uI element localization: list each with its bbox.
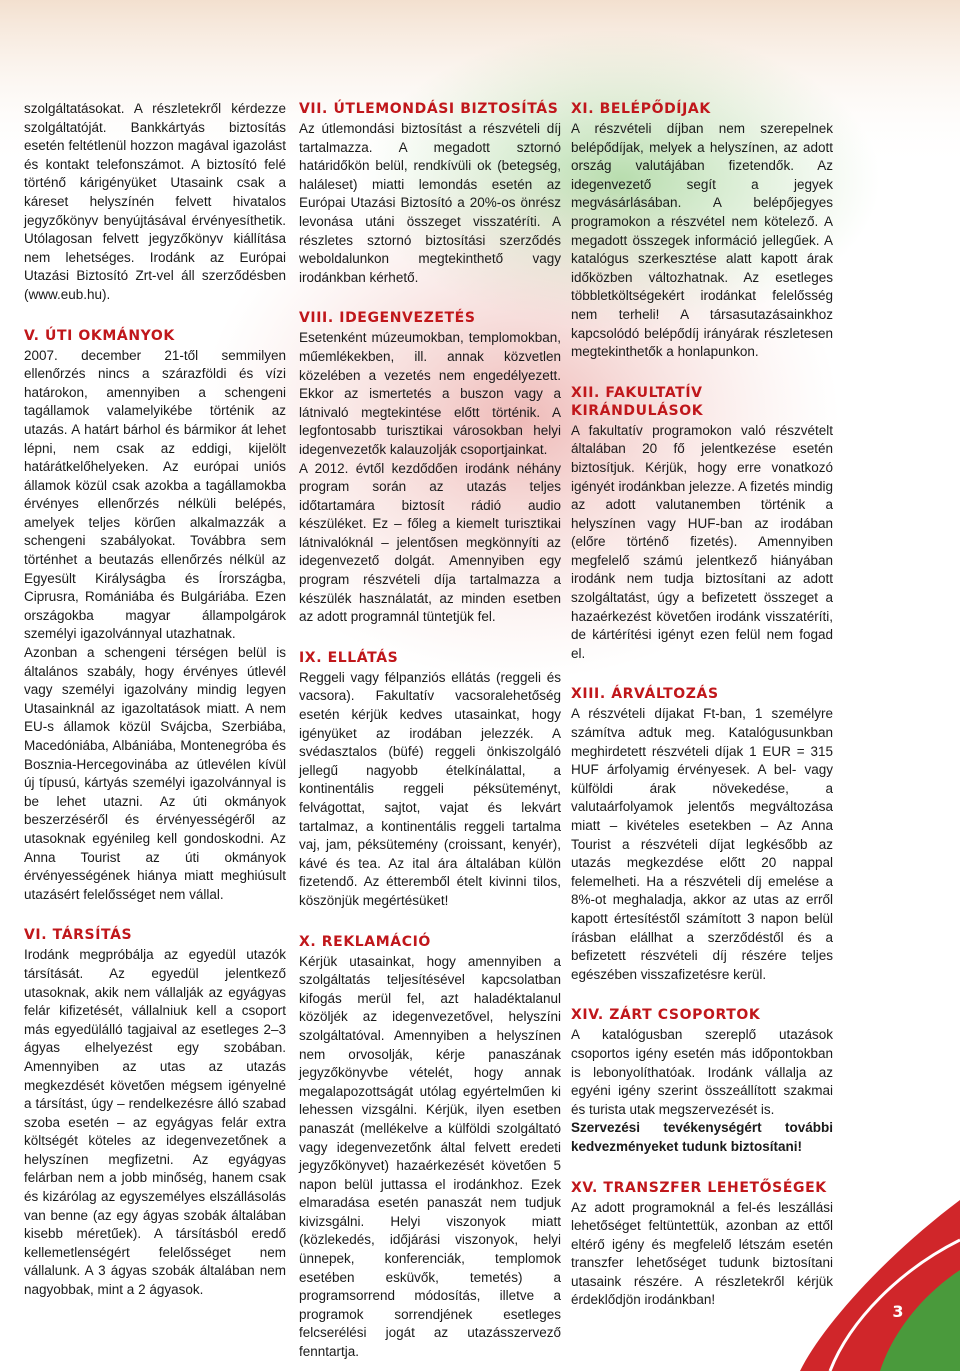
section-paragraph: Esetenként múzeumokban, templomokban, műemlékekben, ill. annak közvetlen közelében a vezetés nem engedélyezett. Ekkor az ismertetés a buszon vagy a látnivaló megtekintése előtt történik. A legfontosabb turisztikai városokban helyi idegenvezetők kalauzolják csoportjainkat. [299, 330, 561, 457]
section-paragraph: Az útlemondási biztosítást a részvételi díj tartalmazza. A megadott sztornó határidőkön belül, rendkívüli ok (betegség, haláleset) miatti lemondás esetén az Európai Utazási Biztosító a 20%-os önrész levonása utáni összeget visszatéríti. A részletes sztornó biztosítási szerződés weboldalunkon megtekinthető vagy irodánkban kérhető. [299, 121, 561, 285]
section-title-ellatas: IX. ELLÁTÁS [299, 649, 399, 666]
section-title-zart-csoportok: XIV. ZÁRT CSOPORTOK [571, 1007, 761, 1024]
section-title-belepodijak: XI. BELÉPŐDÍJAK [571, 101, 711, 117]
section-title-transzfer-lehetosegek: XV. TRANSZFER LEHETŐSÉGEK [571, 1179, 827, 1196]
section-title-idegenvezetes: VIII. IDEGENVEZETÉS [299, 310, 476, 327]
column-left [24, 100, 286, 1300]
section-paragraph: Kérjük utasainkat, hogy amennyiben a szolgáltatás teljesítésével kapcsolatban kifogás merül fel, azt haladéktalanul közöljék az idegenvezetővel, helyszíni szolgáltatóval. Amennyiben a helyszínen nem orvosolják, kérje panaszának jegyzőkönyvbe vételét, hogy annak megalapozottságát utólag egyértelműen ki lehessen vizsgálni. Kérjük, ilyen esetben panaszát (mellékelve a külföldi szolgáltató vagy idegenvezetőnk által felvett eredeti jegyzőkönyvet) hazaérkezését követően 5 napon belül juttassa el irodánkhoz. Ezek elmaradása esetén panaszát nem tudjuk kivizsgálni. Helyi viszonyok miatt (közlekedés, időjárási viszonyok, helyi ünnepek, konferenciák, templomok esetében esküvők, temetés) a programsorrend módosítás, illetve a programok sorrendjének esetleges felcserélési jogát az utazásszervező fenntartja. [299, 953, 561, 1360]
section-paragraph: Reggeli vagy félpanziós ellátás (reggeli és vacsora). Fakultatív vacsoralehetőség esetén kérjük kedves utasainkat, hogy igényüket az irodában jelezzék. A svédasztalos (büfé) reggeli önkiszolgáló jellegű nagyobb ételkínálattal, a kontinentális reggeli péksüteményt, felvágottat, sajtot, vajat és lekvárt tartalmaz, a kontinentális reggeli tartalma vaj, jam, péksütemény (croissant, kenyér), kávé és tea. Az ital ára általában külön fizetendő. Az étteremből ételt kivinni tilos, köszönjük megértésüket! [299, 669, 561, 908]
section-paragraph: A katalógusban szereplő utazások csoportos igény esetén más időpontokban is lebonyolíthatóak. Irodánk vállalja az egyéni igény szerint összeállított szakmai és turista utak megszervezését is. [571, 1027, 833, 1117]
section-paragraph: A részvételi díjakat Ft-ban, 1 személyre számítva adtuk meg. Katalógusunkban meghirdetett részvételi díjak 1 EUR = 315 HUF árfolyamig érvényesek. A bel- vagy külföldi árak növekedése, a valutaárfolyamok jelentős megváltozása miatt – kivételes esetekben – Az Anna Tourist a részvételi díjat legkésőbb az utazás megkezdése előtt 20 nappal felemelheti. Ha a részvételi díj emelése a 8%-ot meghaladja, akkor az utas az erről kapott értesítéstől számított 3 napon belül írásban elállhat a szerződéstől és a befizetett részvételi díj részére teljes egészében visszafizetésre kerül. [571, 706, 833, 982]
section-title-utlemondasi-biztositas: VII. ÚTLEMONDÁSI BIZTOSÍTÁS [299, 101, 559, 117]
section-title-uti-okmanyok: V. ÚTI OKMÁNYOK [24, 327, 175, 344]
section-title-reklamacio: X. REKLAMÁCIÓ [299, 933, 431, 950]
bold-notice: Szervezési tevékenységért további kedvezményeket tudunk biztosítani! [571, 1120, 833, 1154]
section-paragraph: 2007. december 21-től semmilyen ellenőrzés nincs a szárazföldi és vízi határokon, amennyiben a schengeni tagállamok valamelyikébe történik az utazás. A határt bárhol és bármikor át lehet lépni, nem csak az eddigi, kijelölt határátkelőhelyeken. Az európai uniós államok közül csak azokba a tagállamokba érvényes ellenőrzés nélküli belépés, amelyek teljes körűen alkalmazzák a schengeni szabályokat. Továbbra sem történhet a beutazás ellenőrzés nélkül az Egyesült Királyságba és Írországba, Ciprusra, Romániába és Bulgáriába. Ezen országokba magyar állampolgárok személyi igazolvánnyal utazhatnak. [24, 347, 286, 642]
section-title-tarsitas: VI. TÁRSÍTÁS [24, 927, 133, 944]
section-paragraph: Az adott programoknál a fel-és leszállási lehetőséget feltüntettük, azonban az ettől eltérő igény és megfelelő létszám esetén transzfer lehetőséget tudunk biztosítani utasaink részére. A részletekről kérjük érdeklődjön irodánkban! [571, 1199, 833, 1308]
section-paragraph: A részvételi díjban nem szerepelnek belépődíjak, melyek a helyszínen, az adott ország valutájában fizetendők. Az idegenvezető segít a jegyek megvásárlásában. A belépőjegyes programokon a részvétel nem kötelező. A megadott összegek információ jellegűek. A katalógus szerkesztése alatt kapott árak időközben változhatnak. Az esetleges többletköltségekért irodánkat felelősség nem terheli! A társasutazásainkhoz kapcsolódó belépődíj irányárak részletesen megtekinthetők a honlapunkon. [571, 121, 833, 360]
intro-paragraph: szolgáltatásokat. A részletekről kérdezze szolgáltatóját. Bankkártyás biztosítás esetén feltétlenül hozzon magával igazolást és kontakt telefonszámot. A biztosító felé történő kárigényüket Utasaink csak a káreset helyszínén felvett hivatalos jegyzőkönyv benyújtásával érvényesíthetik. Utólagosan felvett jegyzőkönyv kiállítása nem lehetséges. Irodánk az Európai Utazási Biztosító Zrt-vel áll szerződésben (www.eub.hu). [24, 101, 286, 302]
section-paragraph: Irodánk megpróbálja az egyedül utazók társítását. Az egyedül jelentkező utasoknak, akik nem vállalják az egyágyas felár kifizetését, vállalniuk kell a csoport más egyedülálló tagjaival az esetleges 2–3 ágyas elhelyezést egy szobában. Amennyiben az utas az utazás megkezdését követően mégsem igényelné a társítást, úgy – rendelkezésre álló szabad szoba esetén – az egyágyas felár extra költségét köteles az idegenvezetőnek a helyszínen megfizetni. Az egyágyas felárban nem a jobb minőség, hanem csak és kizárólag az egyszemélyes elszállásolás van benne (az egy ágyas szobák általában kisebb méretűek). A társításból eredő kellemetlenségért felelősséget nem vállalunk. A 3 ágyas szobák általában nem nagyobbak, mint a 2 ágyasok. [24, 947, 286, 1298]
section-title-fakultativ-kirandulasok: XII. FAKULTATÍV KIRÁNDULÁSOK [571, 384, 704, 419]
section-paragraph: Azonban a schengeni térségen belül is általános szabály, hogy érvényes útlevél vagy személyi igazolvány mindig legyen Utasainknál az igazoltatások miatt. A nem EU-s államok közül Svájcba, Szerbiába, Macedóniába, Albániába, Montenegróba és Bosznia-Hercegovinába az útlevélen kívül új típusú, kártyás személyi igazolvánnyal is be lehet utazni. Az úti okmányok beszerzéséről és érvényességéről az utasoknak egyénileg kell gondoskodni. Az Anna Tourist az úti okmányok érvényességének hiánya miatt meghiúsult utazásért felelősséget nem vállal. [24, 645, 286, 902]
column-right [571, 100, 833, 1310]
section-paragraph: A fakultatív programokon való részvételt általában 20 fő jelentkezése esetén biztosítjuk. Kérjük, hogy erre vonatkozó igényét irodánkban jelezze. A fizetés mindig az adott valutanemben történik a helyszínen vagy HUF-ban az irodában (előre történő fizetés). Amennyiben megfelelő számú jelentkező hiányában irodánk nem tudja biztosítani az adott szolgáltatást, úgy a befizetett összeget a hazaérkezést követően irodánk visszatéríti, de kártérítési igényt ezen felül nem fogad el. [571, 422, 833, 661]
page-number: 3 [892, 1302, 904, 1321]
section-title-arvaltozas: XIII. ÁRVÁLTOZÁS [571, 686, 719, 703]
column-middle [299, 100, 561, 1362]
section-paragraph: A 2012. évtől kezdődően irodánk néhány program során az utazás teljes időtartamára biztosít rádió audio készüléket. Ez – főleg a kiemelt turisztikai látnivalóknál – jelentősen megkönnyíti az idegenvezető dolgát. Amennyiben egy program részvételi díja tartalmazza a készülék használatát, az minden esetben az adott programnál tüntetjük fel. [299, 460, 561, 625]
